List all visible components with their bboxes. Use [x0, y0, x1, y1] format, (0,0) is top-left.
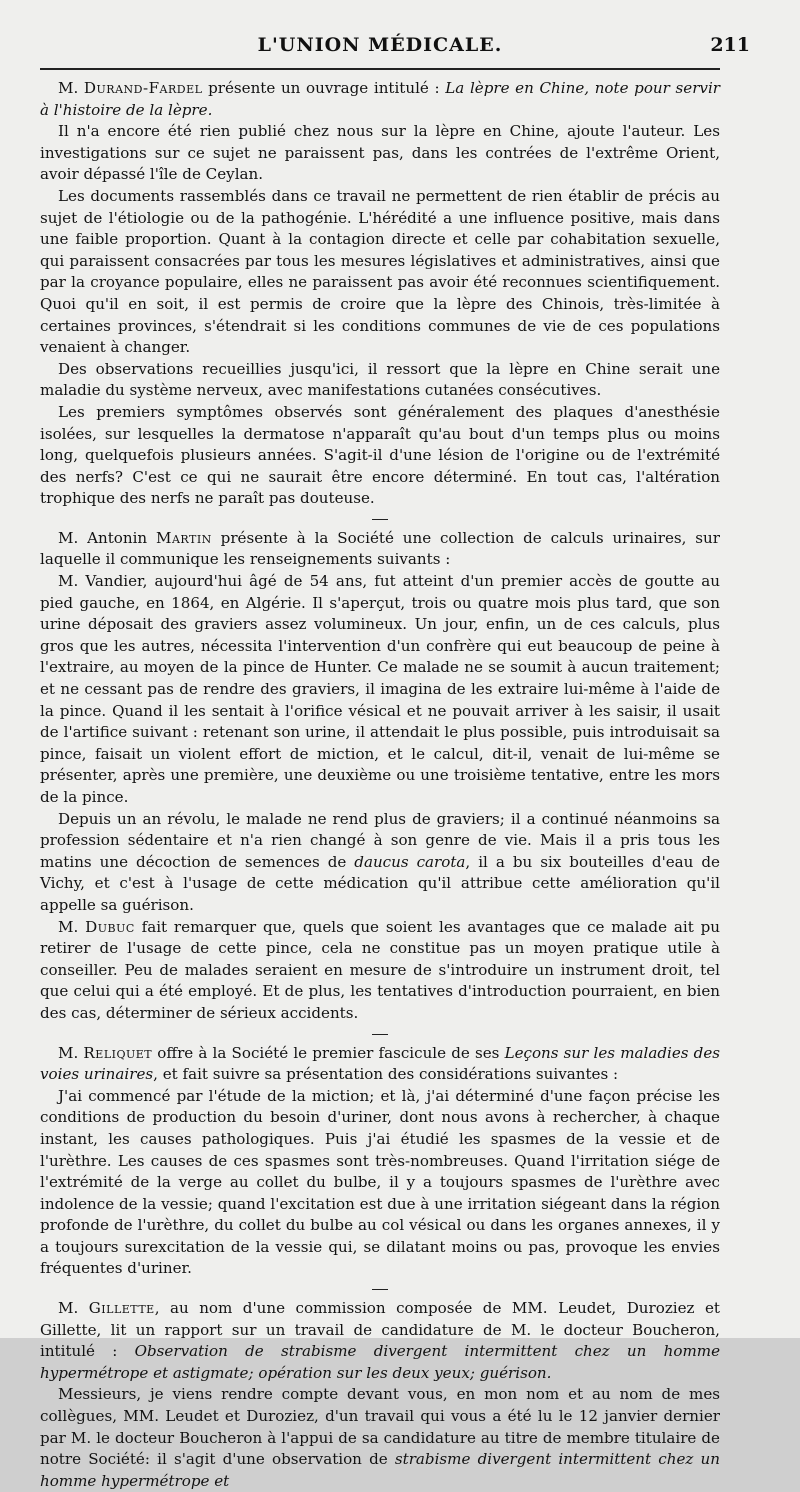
page-header: [40, 28, 750, 66]
section-separator: [372, 519, 388, 520]
author-name: Martin: [156, 528, 212, 547]
paragraph: [40, 121, 720, 186]
italic-title: Observation de strabisme divergent intermittent chez un homme hypermétrope et astigmate; opération sur les deux yeux; guérison.: [40, 1342, 721, 1382]
author-name: Reliquet: [83, 1043, 153, 1062]
paragraph: [40, 917, 720, 1025]
paragraph: [40, 1043, 720, 1086]
author-name: Gillette: [88, 1299, 155, 1318]
page-content: [40, 28, 750, 1492]
text-run: Il n'a encore été rien publié chez nous sur la lèpre en Chine, ajoute l'auteur. Les investigations sur ce sujet ne paraissent pas, dans les contrées de l'extrême Orient, avoir dépassé l'île de Ceylan.: [40, 122, 720, 184]
running-title: L'UNION MÉDICALE.: [257, 34, 503, 56]
section: [40, 528, 720, 1025]
text-run: M.: [58, 1299, 89, 1318]
text-run: J'ai commencé par l'étude de la miction; et là, j'ai déterminé d'une façon précise les conditions de production du besoin d'uriner, dont nous avons à rechercher, à chaque instant, les causes pathologiques. Puis j'ai étudié les spasmes de la vessie et de l'urèthre. Les causes de ces spasmes sont très-nombreuses. Quand l'irritation siége de l'extrémité de la verge au collet du bulbe, il y a toujours spasmes de l'urèthre avec indolence de la vessie; quand l'excitation est due à une irritation siégeant dans la région profonde de l'urèthre, du collet du bulbe au col vésical ou dans les organes annexes, il y a toujours surexcitation de la vessie qui, se dilatant moins ou pas, provoque les envies fréquentes d'uriner.: [40, 1086, 720, 1278]
paragraph: [40, 359, 720, 402]
paragraph: [40, 1384, 720, 1492]
italic-title: La lèpre en Chine, note pour servir à l'histoire de la lèpre.: [40, 79, 720, 119]
paragraph: [40, 186, 720, 359]
paragraph: [40, 402, 720, 510]
text-run: fait remarquer que, quels que soient les avantages que ce malade ait pu retirer de l'usage de cette pince, cela ne constitue pas un moyen pratique utile à conseiller. Peu de malades seraient en mesure de s'introduire un instrument droit, tel que celui qui a été employé. Et de plus, les tentatives d'introduction pourraient, en bien des cas, déterminer de sérieux accidents.: [40, 917, 720, 1022]
section: [40, 78, 720, 510]
paragraph: [40, 809, 720, 917]
text-run: offre à la Société le premier fascicule de ses: [152, 1043, 505, 1062]
section: [40, 1043, 720, 1281]
page-number: 211: [710, 34, 750, 56]
paragraph: [40, 1298, 720, 1384]
italic-title: strabisme divergent intermittent chez un homme hypermétrope et: [40, 1450, 720, 1490]
paragraph: [40, 1086, 720, 1280]
text-run: M. Antonin: [58, 528, 157, 547]
text-run: M.: [58, 917, 86, 936]
body-text: [40, 78, 720, 1492]
text-run: Les premiers symptômes observés sont généralement des plaques d'anesthésie isolées, sur lesquelles la dermatose n'apparaît qu'au bout d'un temps plus ou moins long, quelquefois plusieurs années. S'agit-il d'une lésion de l'origine ou de l'extrémité des nerfs? C'est ce qui ne saurait être encore déterminé. En tout cas, l'altération trophique des nerfs ne paraît pas douteuse.: [40, 402, 720, 508]
text-run: , il a bu six bouteilles d'eau de Vichy, et c'est à l'usage de cette médication qu'il attribue cette amélioration qu'il appelle sa guérison.: [40, 852, 720, 914]
section-separator: [372, 1289, 388, 1290]
author-name: Durand-Fardel: [83, 79, 203, 97]
text-run: , au nom d'une commission composée de MM. Leudet, Duroziez et Gillette, lit un rapport sur un travail de candidature de M. le docteur Boucheron, intitulé :: [40, 1299, 720, 1361]
paragraph: [40, 78, 720, 121]
text-run: Messieurs, je viens rendre compte devant vous, en mon nom et au nom de mes collègues, MM. Leudet et Duroziez, d'un travail qui vous a été lu le 12 janvier dernier par M. le docteur Boucheron à l'appui de sa candidature au titre de membre titulaire de notre Société: il s'agit d'une observation de: [40, 1385, 720, 1469]
text-run: Des observations recueillies jusqu'ici, il ressort que la lèpre en Chine serait une maladie du système nerveux, avec manifestations cutanées consécutives.: [40, 359, 720, 400]
text-run: M.: [58, 79, 84, 97]
section-separator: [372, 1034, 388, 1035]
author-name: Dubuc: [85, 917, 135, 936]
paragraph: [40, 571, 720, 809]
text-run: , et fait suivre sa présentation des considérations suivantes :: [153, 1065, 619, 1084]
italic-title: daucus carota: [354, 852, 466, 871]
section: [40, 1298, 720, 1492]
text-run: Les documents rassemblés dans ce travail ne permettent de rien établir de précis au sujet de l'étiologie ou de la pathogénie. L'hérédité a une influence positive, mais dans une faible proportion. Quant à la contagion directe et celle par cohabitation sexuelle, qui paraissent consacrées par tous les mesures législatives et administratives, ainsi que par la croyance populaire, elles ne paraissent pas avoir été reconnues scientifiquement. Quoi qu'il en soit, il est permis de croire que la lèpre des Chinois, très-limitée à certaines provinces, s'étendrait si les conditions communes de vie de ces populations venaient à changer.: [40, 186, 720, 357]
paragraph: [40, 528, 720, 571]
text-run: M.: [58, 1043, 84, 1062]
italic-title: Leçons sur les maladies des voies urinaires: [40, 1043, 720, 1084]
text-run: présente à la Société une collection de calculs urinaires, sur laquelle il communique les renseignements suivants :: [40, 528, 720, 569]
text-run: M. Vandier, aujourd'hui âgé de 54 ans, fut atteint d'un premier accès de goutte au pied gauche, en 1864, en Algérie. Il s'aperçut, trois ou quatre mois plus tard, que son urine déposait des graviers assez volumineux. Un jour, enfin, un de ces calculs, plus gros que les autres, nécessita l'intervention d'un confrère qui eut beaucoup de peine à l'extraire, au moyen de la pince de Hunter. Ce malade ne se soumit à aucun traitement; et ne cessant pas de rendre des graviers, il imagina de les extraire lui-même à l'aide de la pince. Quand il les sentait à l'orifice vésical et ne pouvait arriver à les saisir, il usait de l'artifice suivant : retenant son urine, il attendait le plus possible, puis introduisait sa pince, faisait un violent effort de miction, et le calcul, dit-il, venait de lui-même se présenter, après une première, une deuxième ou une troisième tentative, entre les mors de la pince.: [40, 572, 720, 806]
text-run: Depuis un an révolu, le malade ne rend plus de graviers; il a continué néanmoins sa profession sédentaire et n'a rien changé à son genre de vie. Mais il a pris tous les matins une décoction de semences de: [40, 809, 720, 871]
header-rule: [40, 68, 720, 70]
text-run: présente un ouvrage intitulé :: [202, 79, 446, 97]
